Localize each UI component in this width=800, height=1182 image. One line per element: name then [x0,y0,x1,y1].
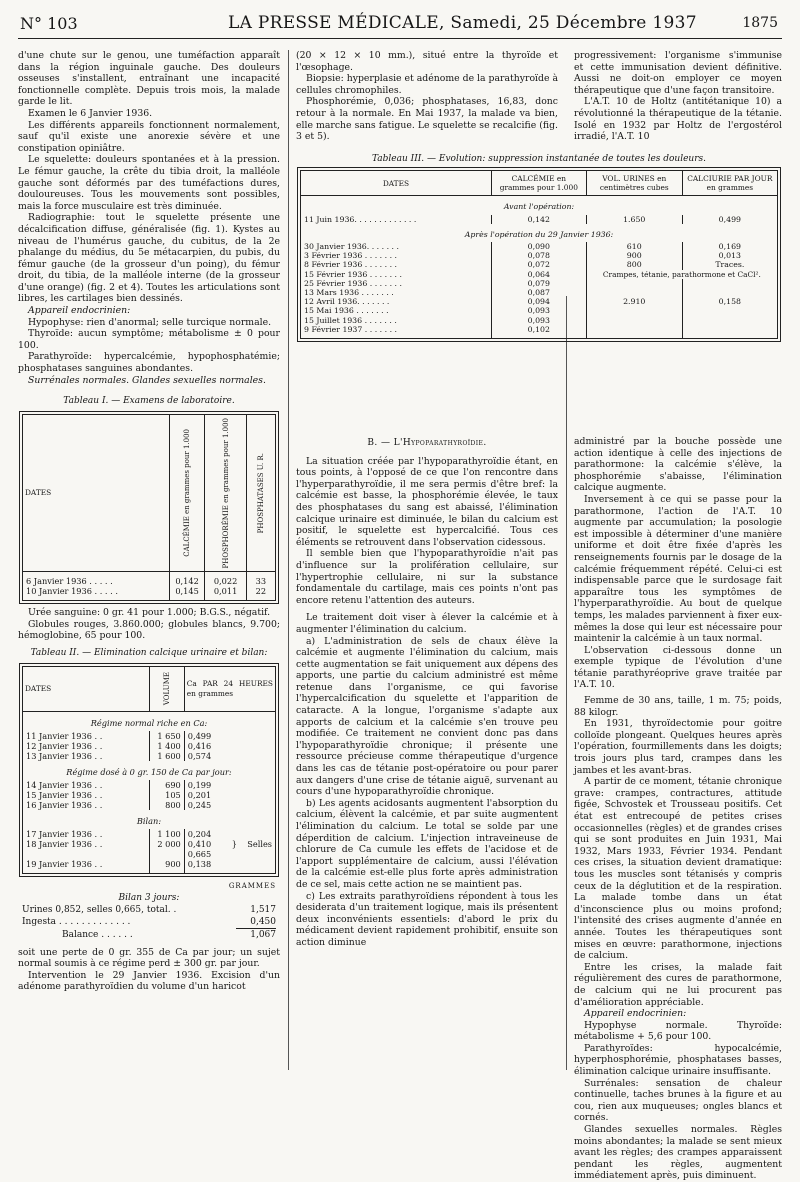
page-header [18,8,782,39]
paragraph: Parathyroïdes: hypocalcémie, hyperphosphorémie, phosphatases basses, élimination calcique urinaire insuffisante. [574,1042,782,1078]
lab-table [22,414,276,601]
table-row: 15 Février 1936 . . . . . . . 0,064 Crampes, tétanie, parathormone et CaCl². [301,270,777,279]
column-middle-bottom [296,436,558,949]
table-row: 11 Juin 1936. . . . . . . . . . . . . 0,142 1.650 0,499 [301,215,777,224]
table-header: DATES [301,171,491,196]
table-caption: Tableau III. — Evolution: suppression instantanée de toutes les douleurs. [371,154,707,164]
side-note: Selles 0,665 [187,838,272,859]
paragraph: Entre les crises, la malade fait régulièrement des cures de parathormone, de calcium qui ne lui procurent pas d'amélioration appréciable. [574,961,782,1008]
table-header: VOL. URINES en centimètres cubes [586,171,682,196]
paragraph: Les différents appareils fonctionnent normalement, sauf qu'il existe une anorexie sévère et une constipation opiniâtre. [18,119,280,154]
paragraph: Il semble bien que l'hypoparathyroïdie n'ait pas d'influence sur la prolifération cellulaire, sur l'hypertrophie cellulaire, ni sur la substance fondamentale du cartilage, mais ces points n'ont pas encore retenu l'attention des auteurs. [296,548,558,606]
table-header: DATES [23,415,169,572]
paragraph: administré par la bouche possède une action identique à celle des injections de parathormone: la calcémie s'élève, la phosphorémie s'abaisse, l'élimination calcique augmente. [574,436,782,494]
paragraph: Le traitement doit viser à élever la calcémie et à augmenter l'élimination du calcium. [296,612,558,635]
paragraph: La situation créée par l'hypoparathyroïdie étant, en tous points, à l'opposé de ce que l'on rencontre dans l'hyperparathyroïdie, il me sera permis d'être bref: la calcémie est basse, la phosphorémie élevée, le taux des phosphatases du sang est abaissé, l'élimination calcique urinaire est diminuée, le bilan du calcium est positif, le squelette est hypercalcifié. Tous ces éléments se retrouvent dans l'observation cidessous. [296,455,558,548]
unit-label: GRAMMES [228,881,276,890]
balance-row: Balance . . . . . . 1,067 [62,929,276,940]
table-row: 18 Janvier 1936 . . 2 000 0,410 } Selles 0,665 [23,839,275,859]
paragraph: soit une perte de 0 gr. 355 de Ca par jour; un sujet normal soumis à ce régime perd ± 300 gr. par jour. [18,946,280,970]
column-divider [288,50,289,1070]
paragraph: Surrénales normales. Glandes sexuelles normales. [28,374,266,386]
table-header: Ca PAR 24 HEURES en grammes [184,667,275,712]
table-row: 30 Janvier 1936. . . . . . . 0,090 610 0,169 [301,242,777,251]
table-row: 10 Janvier 1936 . . . . . 0,145 0,011 22 [23,586,275,600]
paragraph: L'observation ci-dessous donne un exemple typique de l'évolution d'une tétanie parathyréoprive grave traitée par l'A.T. 10. [574,644,782,691]
group-label: Après l'opération du 29 Janvier 1936: [464,229,614,239]
paragraph: Hypophyse normale. Thyroïde: métabolisme + 5,6 pour 100. [574,1019,782,1043]
table-row: 16 Janvier 1936 . . 800 0,245 [23,800,275,810]
paragraph: Inversement à ce qui se passe pour la parathormone, l'action de l'A.T. 10 augmente par accumulation; la posologie est impossible à déterminer d'une manière uniforme et doit être fixée d'après les renseignements fournis par le dosage de la calcémie fréquemment répété. Celui-ci est indispensable parce que le surdosage fait apparaître tous les symptômes de l'hyperparathyroïdie. Au bout de quelque temps, les malades parviennent à fixer eux-mêmes la dose qui leur est nécessaire pour maintenir la calcémie à un taux normal. [574,493,782,645]
paragraph: progressivement: l'organisme s'immunise et cette immunisation devient définitive. Aussi ne doit-on employer ce moyen thérapeutique que d'une façon transitoire. [574,50,782,96]
journal-title: LA PRESSE MÉDICALE, Samedi, 25 Décembre 1937 [228,13,697,33]
column-left [18,50,280,993]
section-heading: B. — L'Hypoparathyroïdie. [367,438,487,448]
paragraph: a) L'administration de sels de chaux élève la calcémie et augmente l'élimination du calcium, mais cette augmentation se fait uniquement aux dépens des apports, une partie du calcium administré est même retenue dans l'organisme, ce qui favorise l'hypercalcification du squelette et l'apparition de cataracte. A la longue, l'organisme s'adapte aux apports de calcium et la calcémie s'en trouve peu modifiée. Ce traitement ne convient donc pas dans l'hypoparathyroïdie chronique; il présente une ressource précieuse comme thérapeutique d'urgence dans les cas de tétanie post-opératoire ou pour parer aux dangers d'une crise de tétanie aiguë, survenant au cours d'une hypoparathyroïdie chronique. [296,635,558,798]
group-label: Régime dosé à 0 gr. 150 de Ca par jour: [66,766,232,777]
table-row: 3 Février 1936 . . . . . . . 0,078 900 0,013 [301,251,777,260]
paragraph: Parathyroïde: hypercalcémie, hypophosphatémie; phosphatases sanguines abondantes. [18,351,280,375]
table-header: VOLUME [149,667,184,712]
table-row: 13 Janvier 1936 . . 1 600 0,574 [23,751,275,761]
evolution-table [300,170,778,339]
column-middle-top [296,50,558,143]
paragraph: Urée sanguine: 0 gr. 41 pour 1.000; B.G.S., négatif. [28,607,271,619]
paragraph: Appareil endocrinien: [28,305,131,317]
paragraph: Radiographie: tout le squelette présente une décalcification diffuse, généralisée (fig. 1). Kystes au niveau de l'humérus gauche, du cubitus, de la 2e phalange du médius, du 5e métacarpien, du pubis, du fémur gauche (de la grosseur d'un poing), du fémur droit, du tibia, de la malléole interne (de la grosseur d'une orange) (fig. 2 et 4). Toutes les articulations sont libres, les cartilages bien dessinés. [18,212,280,305]
paragraph: A partir de ce moment, tétanie chronique grave: crampes, contractures, attitude figée, Schvostek et Trousseau positifs. Cet état est entrecoupé de petites crises occasionnelles (règles) et de grandes crises qui se sont produites en Juin 1931, Mai 1932, Mars 1933, Février 1934. Pendant ces crises, la situation devient dramatique: tous les muscles sont tétanisés y compris ceux de la déglutition et de la respiration. La malade tombe dans un état d'inconscience plus ou moins profond; l'intensité des crises augmente d'année en année. Toutes les thérapeutiques sont mises en œuvre: parathormone, injections de calcium. [574,776,782,962]
table-row: 12 Avril 1936. . . . . . . 0,094 2.910 0,158 [301,297,777,306]
paragraph: Examen le 6 Janvier 1936. [28,107,153,119]
table-row: 8 Février 1936 . . . . . . . 0,072 800 Traces. [301,260,777,269]
table-row: 15 Mai 1936 . . . . . . . 0,093 [301,306,777,315]
table-header: CALCIURIE PAR JOUR en grammes [682,171,777,196]
table-header: CALCÉMIE en grammes pour 1.000 [491,171,586,196]
paragraph: Glandes sexuelles normales. Règles moins abondantes; la malade se sent mieux avant les règles; des crampes apparaissent pendant les règles, augmentent immédiatement après, puis diminuent. [574,1124,782,1182]
table-row: 15 Juillet 1936 . . . . . . . 0,093 [301,316,777,325]
issue-number: N° 103 [20,14,78,33]
table-note: Crampes, tétanie, parathormone et CaCl². [586,270,777,279]
column-right-bottom [574,436,782,1182]
paragraph: c) Les extraits parathyroïdiens répondent à tous les desiderata d'un traitement logique, mais ils présentent deux inconvénients essentiels: d'abord le prix du médicament devient rapidement prohibitif, ensuite son action diminue [296,890,558,948]
paragraph: Globules rouges, 3.860.000; globules blancs, 9.700; hémoglobine, 65 pour 100. [18,618,280,642]
table-row: 12 Janvier 1936 . . 1 400 0,416 [23,741,275,751]
balance-block [22,880,276,941]
table-caption: Tableau I. — Examens de laboratoire. [63,396,235,407]
table-header: PHOSPHORÉMIE en grammes pour 1.000 [205,415,246,572]
paragraph: Femme de 30 ans, taille, 1 m. 75; poids, 88 kilogr. [574,695,782,718]
balance-row: Ingesta . . . . . . . . . . . . . 0,450 [22,916,276,927]
paragraph: Hypophyse: rien d'anormal; selle turcique normale. [28,316,272,328]
table-row: 11 Janvier 1936 . . 1 650 0,499 [23,731,275,741]
paragraph: (20 × 12 × 10 mm.), situé entre la thyroïde et l'œsophage. [296,50,558,73]
table-row: 15 Janvier 1936 . . 105 0,201 [23,790,275,800]
paragraph: Phosphorémie, 0,036; phosphatases, 16,83, donc retour à la normale. En Mai 1937, la malade va bien, elle marche sans fatigue. Le squelette se recalcifie (fig. 3 et 5). [296,96,558,143]
paragraph: Surrénales: sensation de chaleur continuelle, taches brunes à la figure et au cou, rien aux muqueuses; ongles blancs et cornés. [574,1077,782,1124]
column-divider [566,296,567,1070]
paragraph: Biopsie: hyperplasie et adénome de la parathyroïde à cellules chromophiles. [296,73,558,96]
balance-title: Bilan 3 jours: [118,892,180,903]
paragraph: L'A.T. 10 de Holtz (antitétanique 10) a révolutionné la thérapeutique de la tétanie. Isolé en 1932 par Holtz de l'ergostérol irradié, l'A.T. 10 [574,96,782,143]
group-label: Régime normal riche en Ca: [90,717,208,728]
table-row: 25 Février 1936 . . . . . . . 0,079 [301,279,777,288]
table-header: PHOSPHATASES U. R. [246,415,275,572]
paragraph: Le squelette: douleurs spontanées et à la pression. Le fémur gauche, la crête du tibia droit, la malléole gauche sont déformés par des tuméfactions dures, douloureuses. Tous les mouvements sont possibles, mais la force musculaire est très diminuée. [18,154,280,212]
calcium-elimination-table [22,666,276,874]
table-row: 6 Janvier 1936 . . . . . 0,142 0,022 33 [23,572,275,587]
balance-row: Urines 0,852, selles 0,665, total. . 1,517 [22,904,276,915]
group-label: Avant l'opération: [503,202,575,212]
evolution-table-block [296,150,782,345]
table-row: 13 Mars 1936 . . . . . . . 0,087 [301,288,777,297]
table-caption: Tableau II. — Elimination calcique urinaire et bilan: [30,648,268,659]
page-number: 1875 [742,15,778,31]
table-row: 9 Février 1937 . . . . . . . 0,102 [301,325,777,338]
table-header: CALCÉMIE en grammes pour 1.000 [169,415,205,572]
column-right-top [574,50,782,143]
table-row: 17 Janvier 1936 . . 1 100 0,204 [23,829,275,839]
paragraph: En 1931, thyroïdectomie pour goitre colloïde plongeant. Quelques heures après l'opération, fourmillements dans les doigts; trois jours plus tard, crampes dans les jambes et les avant-bras. [574,718,782,776]
paragraph: b) Les agents acidosants augmentent l'absorption du calcium, élèvent la calcémie, et par suite augmentent l'élimination du calcium. Le total se solde par une déperdition de calcium. L'injection intraveineuse de chlorure de Ca cumule les effets de l'acidose et de l'apport supplémentaire de calcium, aussi l'élévation de la calcémie est-elle plus forte après administration de ce sel, mais cette action ne se maintient pas. [296,797,558,890]
paragraph: d'une chute sur le genou, une tuméfaction apparaît dans la région inguinale gauche. Des douleurs osseuses s'installent, entraînant une incapacité fonctionnelle complète. Depuis trois mois, la malade garde le lit. [18,50,280,108]
table-header: DATES [23,667,149,712]
table-row: 19 Janvier 1936 . . 900 0,138 [23,859,275,873]
table-row: 14 Janvier 1936 . . 690 0,199 [23,780,275,790]
paragraph: Intervention le 29 Janvier 1936. Excision d'un adénome parathyroïdien du volume d'un haricot [18,969,280,993]
paragraph: Thyroïde: aucun symptôme; métabolisme ± 0 pour 100. [18,328,280,351]
group-label: Bilan: [136,815,162,826]
paragraph: Appareil endocrinien: [584,1008,687,1020]
